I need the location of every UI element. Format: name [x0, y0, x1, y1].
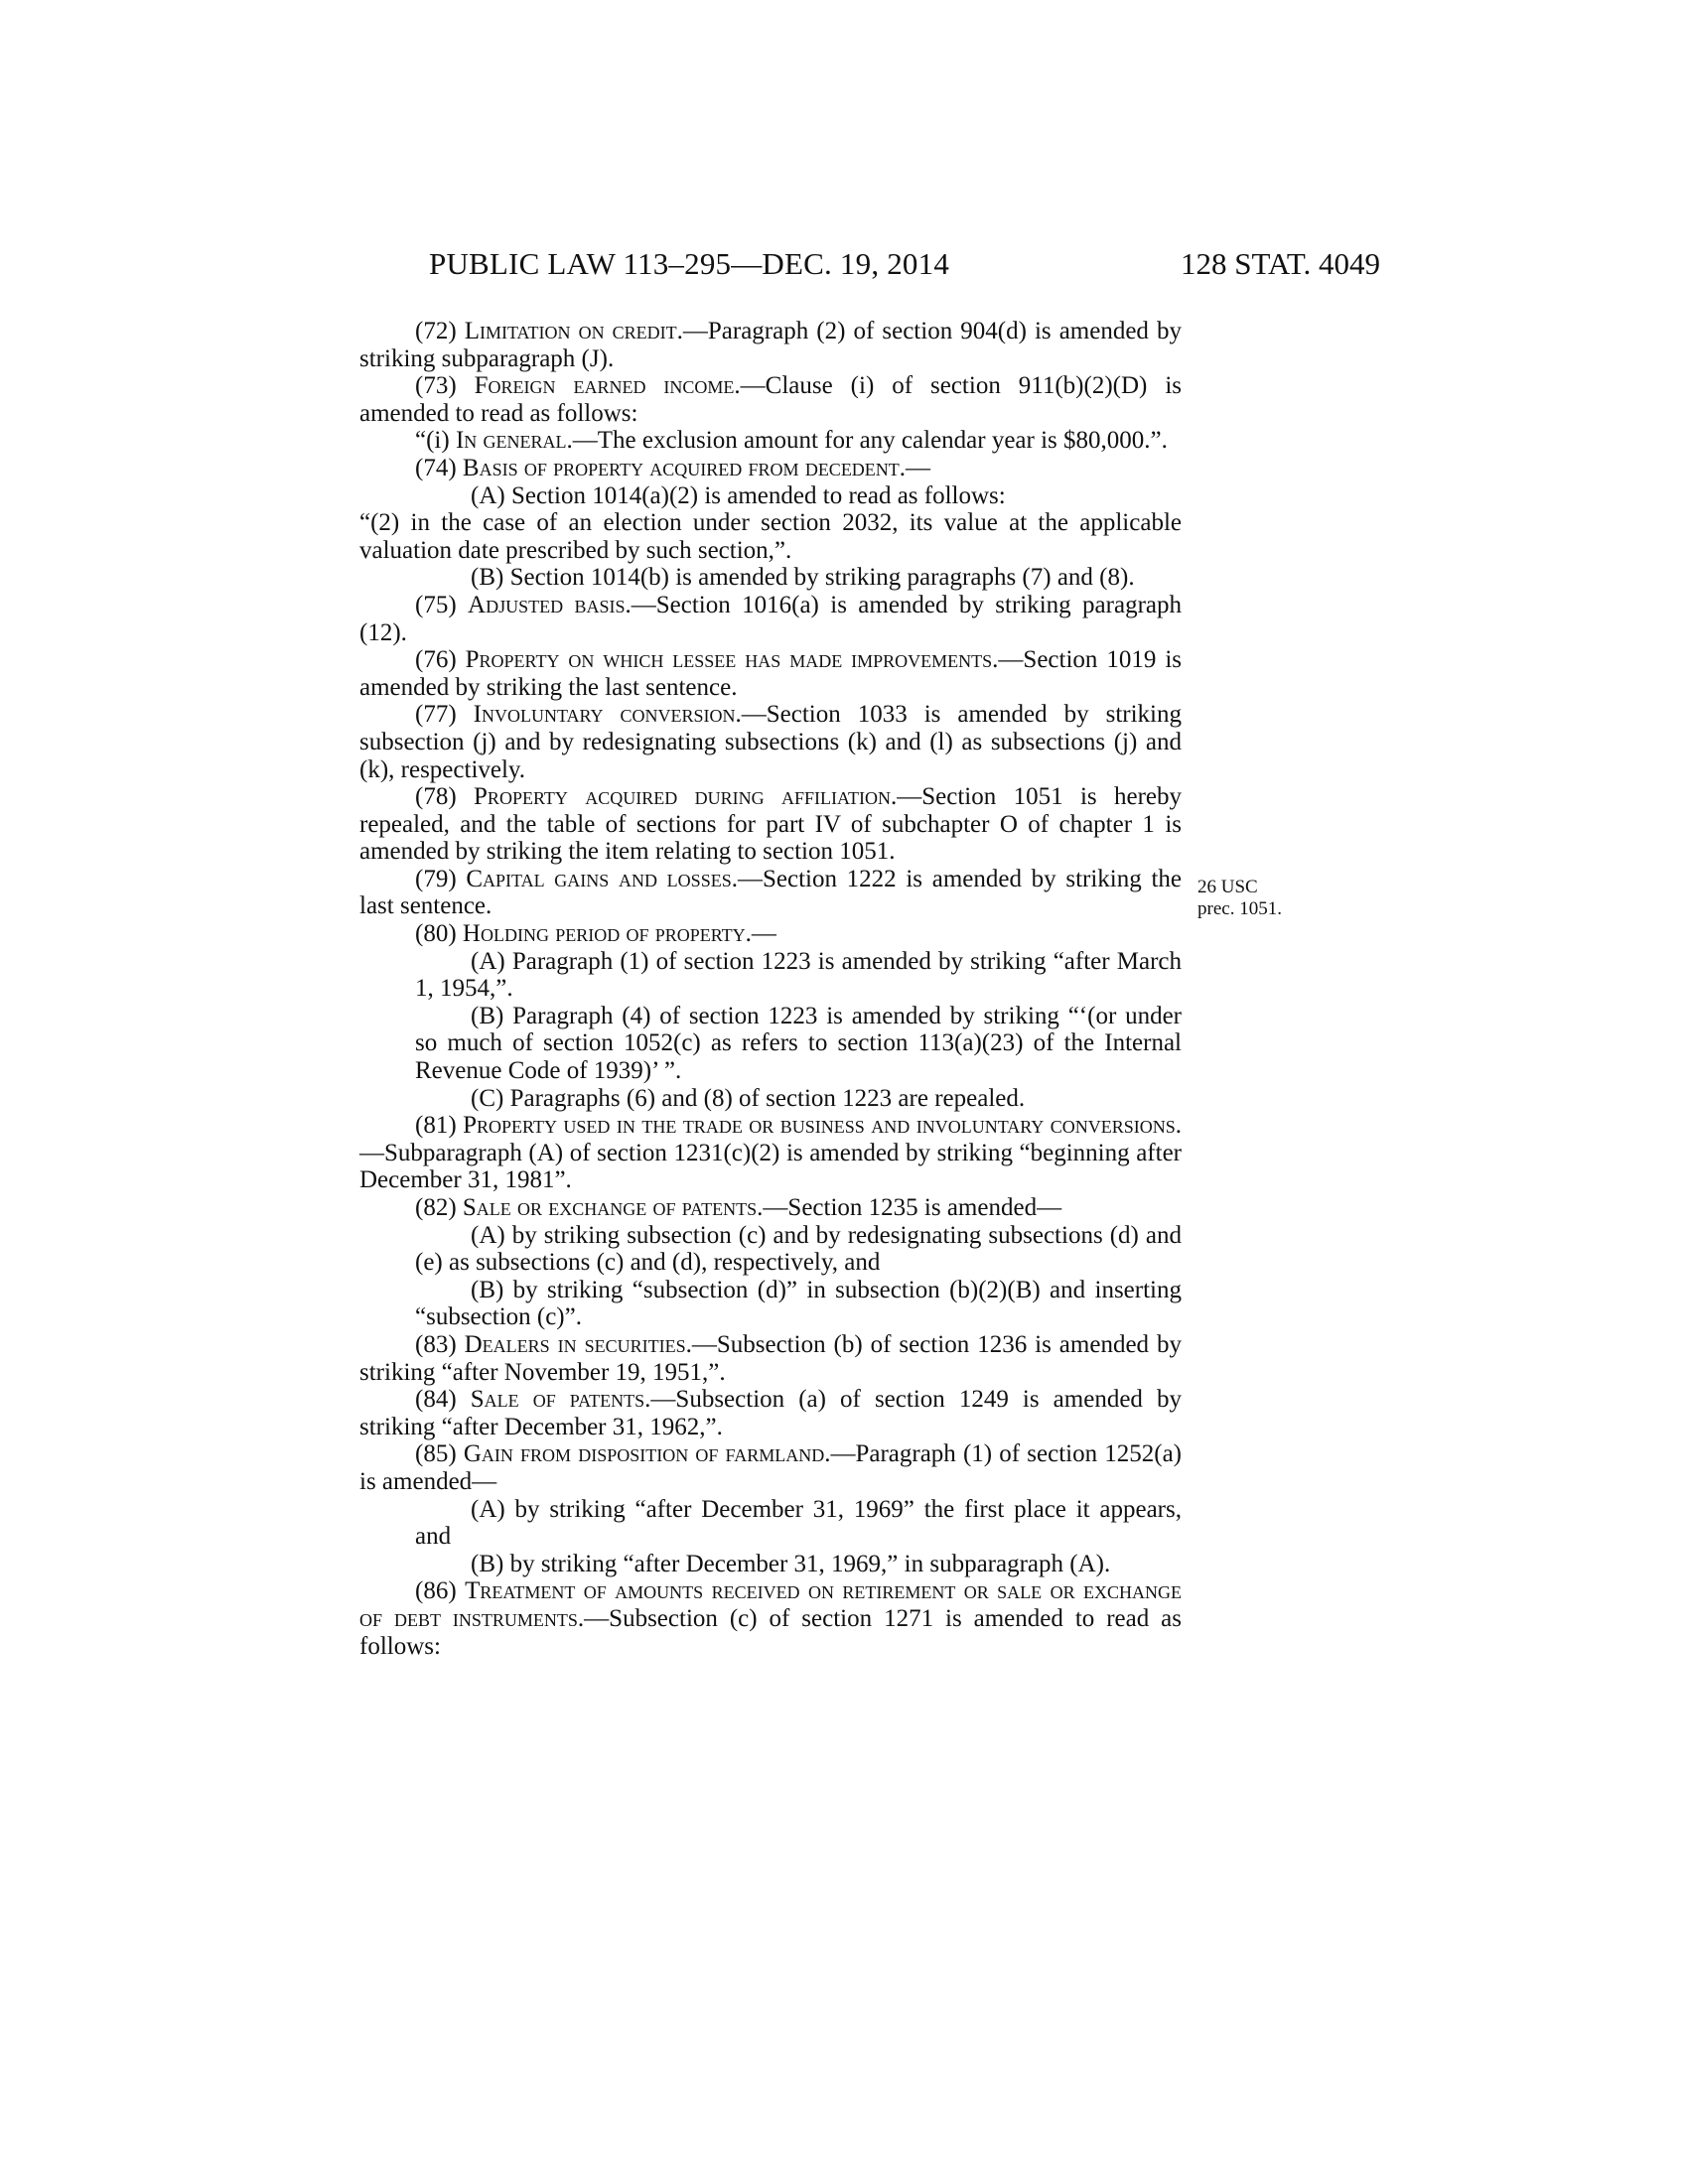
margin-note-usc [1197, 877, 1282, 920]
quoted-clause: “(i) In general.—The exclusion amount for any calendar year is $80,000.”. [415, 427, 1168, 455]
paragraph-heading: Involuntary conversion. [473, 701, 742, 729]
quoted-paragraph: “(2) in the case of an election under section 2032, its value at the applicable valuation date prescribed by such section,”. [359, 509, 1182, 564]
paragraph-78: (78) Property acquired during affiliation.—Section 1051 is hereby repealed, and the table of sections for part IV of subchapter O of chapter 1 is amended by striking the item relating to section 1051. [359, 783, 1183, 866]
paragraph-heading: Dealers in securities. [464, 1330, 692, 1358]
paragraph-83: (83) Dealers in securities.—Subsection (b) of section 1236 is amended by striking “after November 19, 1951,”. [359, 1330, 1183, 1386]
subparagraph-80a: (A) Paragraph (1) of section 1223 is amended by striking “after March 1, 1954,”. [415, 947, 1182, 1003]
subparagraph-74a: (A) Section 1014(a)(2) is amended to read as follows: [471, 481, 1006, 509]
paragraph-heading: Foreign earned income. [474, 372, 741, 400]
paragraph-heading: Gain from disposition of farmland. [463, 1440, 831, 1468]
paragraph-76: (76) Property on which lessee has made improvements.—Section 1019 is amended by striking the last sentence. [359, 646, 1182, 701]
paragraph-73: (73) Foreign earned income.—Clause (i) of section 911(b)(2)(D) is amended to read as follows: [359, 372, 1182, 427]
paragraph-heading: Property acquired during affiliation. [474, 783, 898, 811]
paragraph-heading: Limitation on credit. [464, 318, 683, 344]
paragraph-77: (77) Involuntary conversion.—Section 1033 is amended by striking subsection (j) and by redesignating subsections (k) and (l) as subsections (j) and (k), respectively. [359, 701, 1182, 783]
paragraph-81: (81) Property used in the trade or business and involuntary conversions.—Subparagraph (A) of section 1231(c)(2) is amended by striking “beginning after December 31, 1981”. [359, 1112, 1182, 1194]
paragraph-heading: Adjusted basis. [468, 591, 632, 618]
subparagraph-80b: (B) Paragraph (4) of section 1223 is amended by striking “‘(or under so much of section 1052(c) as refers to section 113(a)(23) of the Internal Revenue Code of 1939)’ ”. [415, 1002, 1182, 1085]
paragraph-84: (84) Sale of patents.—Subsection (a) of section 1249 is amended by striking “after December 31, 1962,”. [359, 1386, 1183, 1440]
paragraph-82: (82) Sale or exchange of patents.—Section 1235 is amended— [415, 1194, 1062, 1221]
subparagraph-82b: (B) by striking “subsection (d)” in subsection (b)(2)(B) and inserting “subsection (c)”. [415, 1276, 1182, 1331]
paragraph-74: (74) Basis of property acquired from decedent.— [415, 454, 931, 481]
running-head: PUBLIC LAW 113–295—DEC. 19, 2014 [429, 246, 950, 281]
statute-text [359, 318, 1182, 1660]
margin-note-line: prec. 1051. [1197, 898, 1282, 919]
statute-page-number: 128 STAT. 4049 [1180, 246, 1380, 281]
paragraph-86: (86) Treatment of amounts received on retirement or sale or exchange of debt instruments.—Subsection (c) of section 1271 is amended to read as follows: [359, 1577, 1182, 1660]
subparagraph-74b: (B) Section 1014(b) is amended by striking paragraphs (7) and (8). [471, 564, 1135, 592]
subparagraph-85a: (A) by striking “after December 31, 1969” the first place it appears, and [415, 1495, 1182, 1551]
paragraph-85: (85) Gain from disposition of farmland.—Paragraph (1) of section 1252(a) is amended— [359, 1440, 1182, 1495]
paragraph-heading: Sale or exchange of patents. [462, 1194, 764, 1221]
subparagraph-80c: (C) Paragraphs (6) and (8) of section 1223 are repealed. [471, 1084, 1026, 1112]
paragraph-79: (79) Capital gains and losses.—Section 1222 is amended by striking the last sentence. [359, 865, 1182, 920]
paragraph-72: (72) Limitation on credit.—Paragraph (2) of section 904(d) is amended by striking subparagraph (J). [359, 318, 1182, 372]
paragraph-heading: Property on which lessee has made improvements. [465, 646, 999, 674]
paragraph-heading: Basis of property acquired from decedent. [462, 454, 907, 481]
paragraph-80: (80) Holding period of property.— [415, 920, 776, 948]
paragraph-75: (75) Adjusted basis.—Section 1016(a) is amended by striking paragraph (12). [359, 591, 1182, 646]
margin-note-line: 26 USC [1197, 877, 1258, 897]
page-header [429, 246, 1380, 290]
subparagraph-82a: (A) by striking subsection (c) and by redesignating subsections (d) and (e) as subsections (c) and (d), respectively, and [415, 1221, 1182, 1277]
paragraph-heading: Sale of patents. [470, 1386, 651, 1414]
paragraph-heading: Treatment of amounts received on retirement or sale or exchange of debt instruments. [359, 1577, 1182, 1632]
subparagraph-85b: (B) by striking “after December 31, 1969,” in subparagraph (A). [471, 1550, 1111, 1577]
paragraph-heading: In general. [455, 427, 573, 455]
paragraph-heading: Capital gains and losses. [466, 865, 738, 892]
paragraph-heading: Holding period of property. [462, 920, 752, 948]
paragraph-heading: Property used in the trade or business and involuntary conversions. [463, 1112, 1182, 1140]
